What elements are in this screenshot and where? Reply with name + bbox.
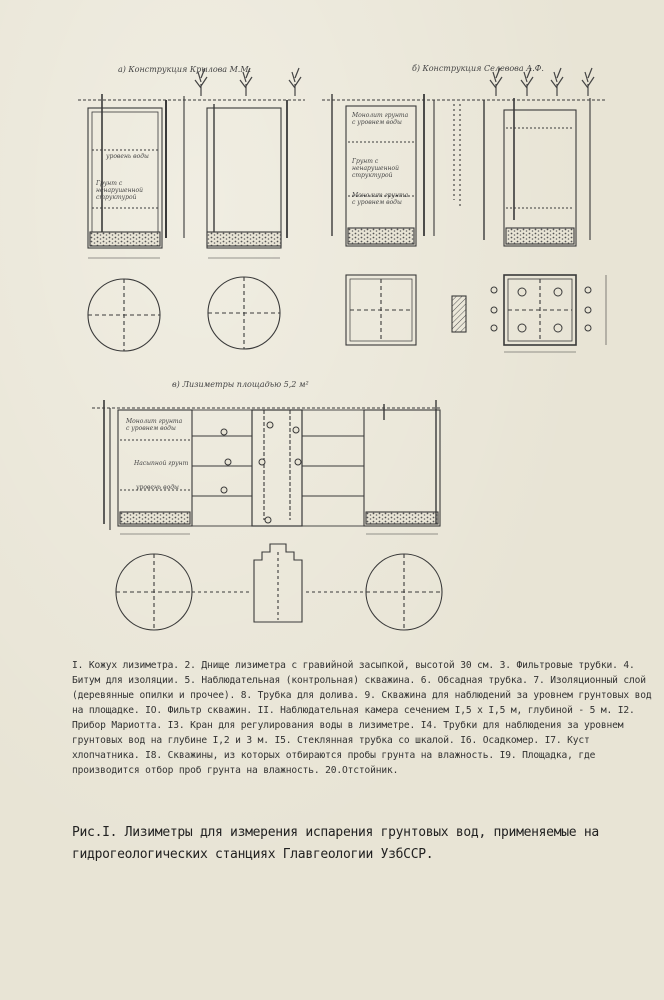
annotation-b-soil: Грунт с ненарушенной структурой: [352, 158, 399, 179]
annotation-b-water-bottom: Монолит грунта с уровнем воды: [352, 192, 409, 206]
legend-text: I. Кожух лизиметра. 2. Днище лизиметра с гравийной засыпкой, высотой 30 см. 3. Фильтровые трубки. 4. Битум для изоляции. 5. Наблюдательная (контрольная) скважина. 6. Обсадная трубка. 7. Изоляционный слой (деревянные опилки и прочее). 8. Трубка для долива. 9. Скважина для наблюдений за уровнем грунтовых вод на площадке. IO. Фильтр скважин. II. Наблюдательная камера сечением I,5 х I,5 м, глубиной - 5 м. I2. Прибор Мариотта. I3. Кран для регулирования воды в лизиметре. I4. Трубки для наблюдения за уровнем грунтовых вод на глубине I,2 и 3 м. I5. Стеклянная трубка со шкалой. I6. Осадкомер. I7. Куст хлопчатника. I8. Скважины, из которых отбираются пробы грунта на влажность. I9. Площадка, где производится отбор проб грунта на влажность. 20.Отстойник.: [72, 660, 652, 776]
panel-c: [92, 400, 442, 630]
annotation-b-water-top: Монолит грунта с уровнем воды: [352, 112, 409, 126]
annotation-c-soil: Насыпной грунт: [134, 460, 189, 467]
panel-a-title: а) Конструкция Крылова М.М.: [118, 65, 252, 74]
figure-caption: Рис.I. Лизиметры для измерения испарения грунтовых вод, применяемые на гидрогеологических станциях Главгеологии УзбССР.: [72, 825, 599, 862]
panel-b-title: б) Конструкция Селевова А.Ф.: [412, 64, 544, 73]
panel-b: [322, 68, 606, 352]
panel-c-title: в) Лизиметры площадью 5,2 м²: [172, 380, 309, 389]
annotation-c-water-top: Монолит грунта с уровнем воды: [126, 418, 183, 432]
annotation-c-water-level: уровень воды: [136, 484, 179, 491]
annotation-a-soil: Грунт с ненарушенной структурой: [96, 180, 143, 201]
panel-a: [78, 68, 305, 351]
annotation-a-water-level: уровень воды: [106, 153, 149, 160]
